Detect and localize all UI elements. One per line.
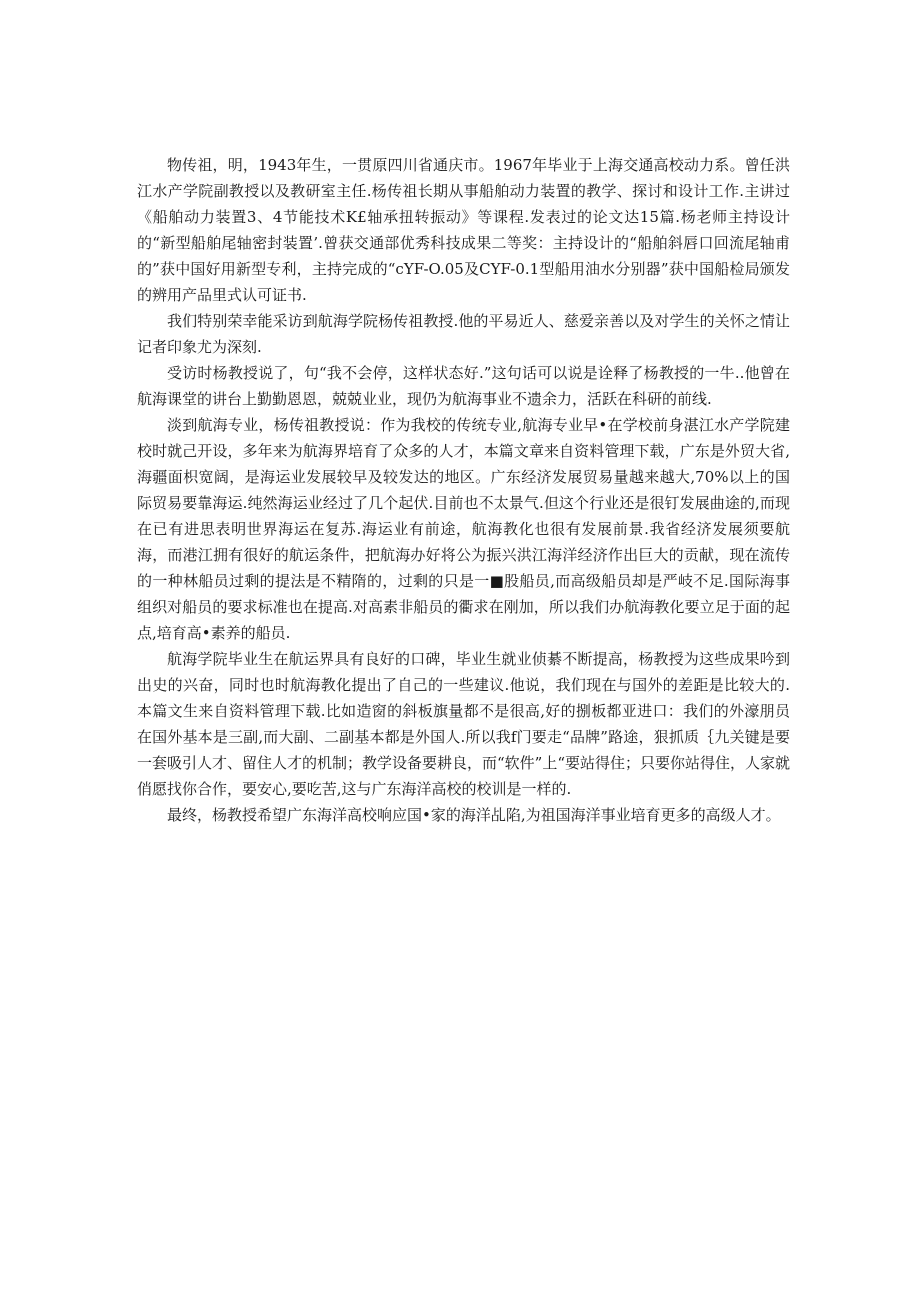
paragraph-graduates: 航海学院毕业生在航运界具有良好的口碑，毕业生就业侦綦不断提高，杨教授为这些成果吟到出史的兴奋，同时也时航海教化提出了自己的一些建议.他说，我们现在与国外的差距是比较大的.本篇文生来自资料管理下载.比如造窗的斜板旗量都不是很高,好的捌板都亚进口：我们的外濠朋员在国外基本是三副,而大副、二副基本都是外国人.所以我f门要走“品牌”路途，狠抓质｛九关键是要一套吸引人才、留住人才的机制；教学设备要耕良，而“软件”上“要站得住；只要你站得住，人家就俏愿找你合作，要安心,要吃苦,这与广东海洋高校的校训是一样的. — [137, 650, 791, 798]
document-body — [137, 152, 790, 828]
paragraph-navigation-major: 淡到航海专业，杨传祖教授说：作为我校的传统专业,航海专业早•在学校前身湛江水产学院建校时就己开设，多年来为航海界培育了众多的人才，本篇文章来自资料管理下载，广东是外贸大省,海疆面枳宽阔，是海运业发展较早及较发达的地区。广东经济发展贸易量越来越大,70%以上的国际贸易要靠海运.纯然海运业经过了几个起伏.目前也不太景气.但这个行业还是很钉发展曲途的,而现在已有进思表明世界海运在复苏.海运业有前途，航海教化也很有发展前景.我省经济发展须要航海，而港江拥有很好的航运条件，把航海办好将公为振兴洪江海洋经济作出巨大的贡献，现在流传的一种林船员过剩的提法是不精隋的，过剩的只是一■股船员,而高级船员却是严岐不足.国际海事组织对船员的要求标准也在提高.对高素非船员的衢求在刚加，所以我们办航海教化要立足于面的起点,培育高•素养的船员. — [137, 416, 790, 642]
paragraph-quote: 受访时杨教授说了，句“我不会停，这样状态好.”这句话可以说是诠释了杨教授的一牛..他曾在航海课堂的讲台上勤勤恩恩，兢兢业业，现仍为航海事业不遗余力，活跃在科研的前线. — [137, 364, 790, 408]
paragraph-biography: 物传祖，明，1943年生，一贯原四川省通庆市。1967年毕业于上海交通高校动力系。曾任洪江水产学院副教授以及教研室主任.杨传祖长期从事船舶动力装置的教学、探讨和设计工作.主讲过《船舶动力装置3、4节能技术K£轴承扭转振动》等课程.发表过的论文达15篇.杨老师主持设计的“新型船舶尾轴密封装置’.曾获交通部优秀科技成果二等奖：主持设计的“船舶斜唇口回流尾轴甫的”获中国好用新型专利，主持完成的“cYF-O.05及CYF-0.1型船用油水分别器”获中国船检局颁发的辨用产品里式认可证书. — [137, 156, 790, 304]
paragraph-interview-intro: 我们特别荣幸能采访到航海学院杨传祖教授.他的平易近人、慈爱亲善以及对学生的关怀之情让记者印象尤为深刻. — [137, 312, 790, 356]
paragraph-conclusion: 最终，杨教授希望广东海洋高校响应国•家的海洋乩陷,为祖国海洋事业培育更多的高级人才。 — [167, 806, 781, 824]
